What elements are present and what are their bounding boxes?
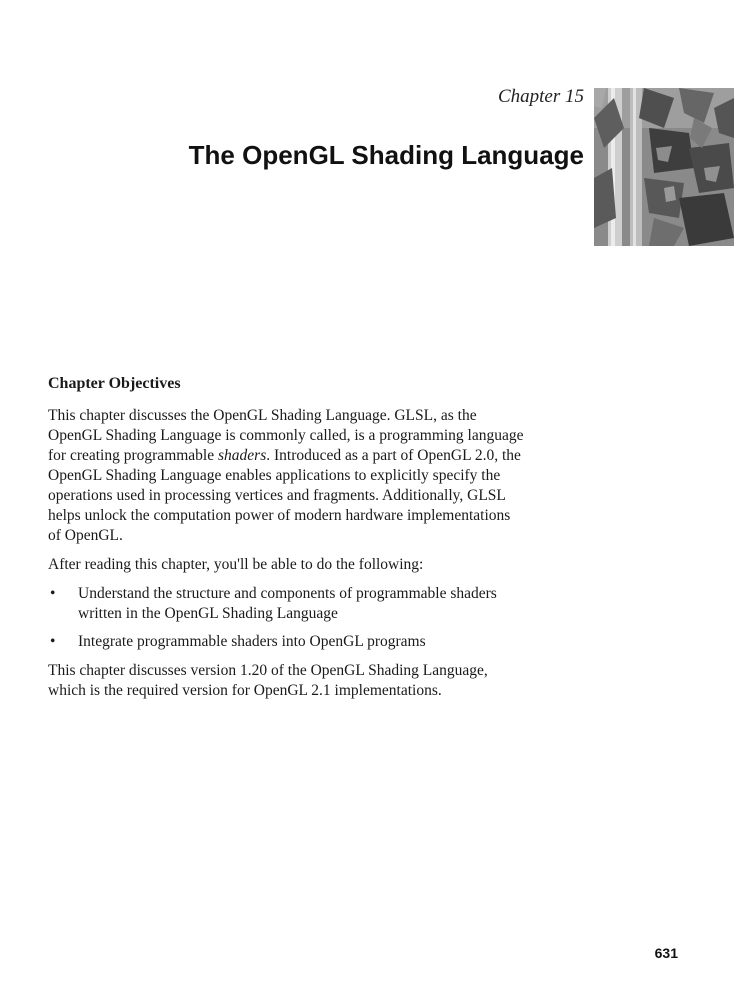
bullet-marker: •: [50, 633, 56, 650]
intro-paragraph: [48, 406, 648, 546]
lead-in-paragraph: After reading this chapter, you'll be able to do the following:: [48, 556, 424, 573]
chapter-title: The OpenGL Shading Language: [188, 140, 584, 170]
chapter-body: [48, 374, 648, 710]
page-number: 631: [654, 945, 678, 961]
intro-line: operations used in processing vertices and fragments. Additionally, GLSL: [48, 487, 506, 504]
list-item-line: Understand the structure and components of programmable shaders: [78, 585, 497, 602]
bullet-marker: •: [50, 585, 56, 602]
intro-line: . Introduced as a part of OpenGL 2.0, the: [266, 447, 521, 464]
intro-line: OpenGL Shading Language enables applications to explicitly specify the: [48, 467, 501, 484]
closing-line: This chapter discusses version 1.20 of the OpenGL Shading Language,: [48, 662, 488, 679]
intro-line: helps unlock the computation power of modern hardware implementations: [48, 507, 511, 524]
intro-line: of OpenGL.: [48, 527, 123, 544]
intro-line: for creating programmable: [48, 447, 218, 464]
list-item: [48, 584, 648, 624]
intro-line: OpenGL Shading Language is commonly called, is a programming language: [48, 427, 524, 444]
list-item: [48, 632, 648, 652]
objectives-list: [48, 584, 648, 652]
foliage-photo-icon: [594, 88, 734, 246]
section-heading: Chapter Objectives: [48, 375, 181, 392]
closing-paragraph: [48, 661, 648, 701]
list-item-line: written in the OpenGL Shading Language: [78, 605, 338, 622]
closing-line: which is the required version for OpenGL 2.1 implementations.: [48, 682, 442, 699]
intro-line: This chapter discusses the OpenGL Shading Language. GLSL, as the: [48, 407, 477, 424]
chapter-label: Chapter 15: [497, 86, 584, 107]
chapter-opener-photo: [594, 88, 734, 246]
list-item-line: Integrate programmable shaders into OpenGL programs: [78, 633, 426, 650]
emphasis-term: shaders: [218, 447, 267, 464]
